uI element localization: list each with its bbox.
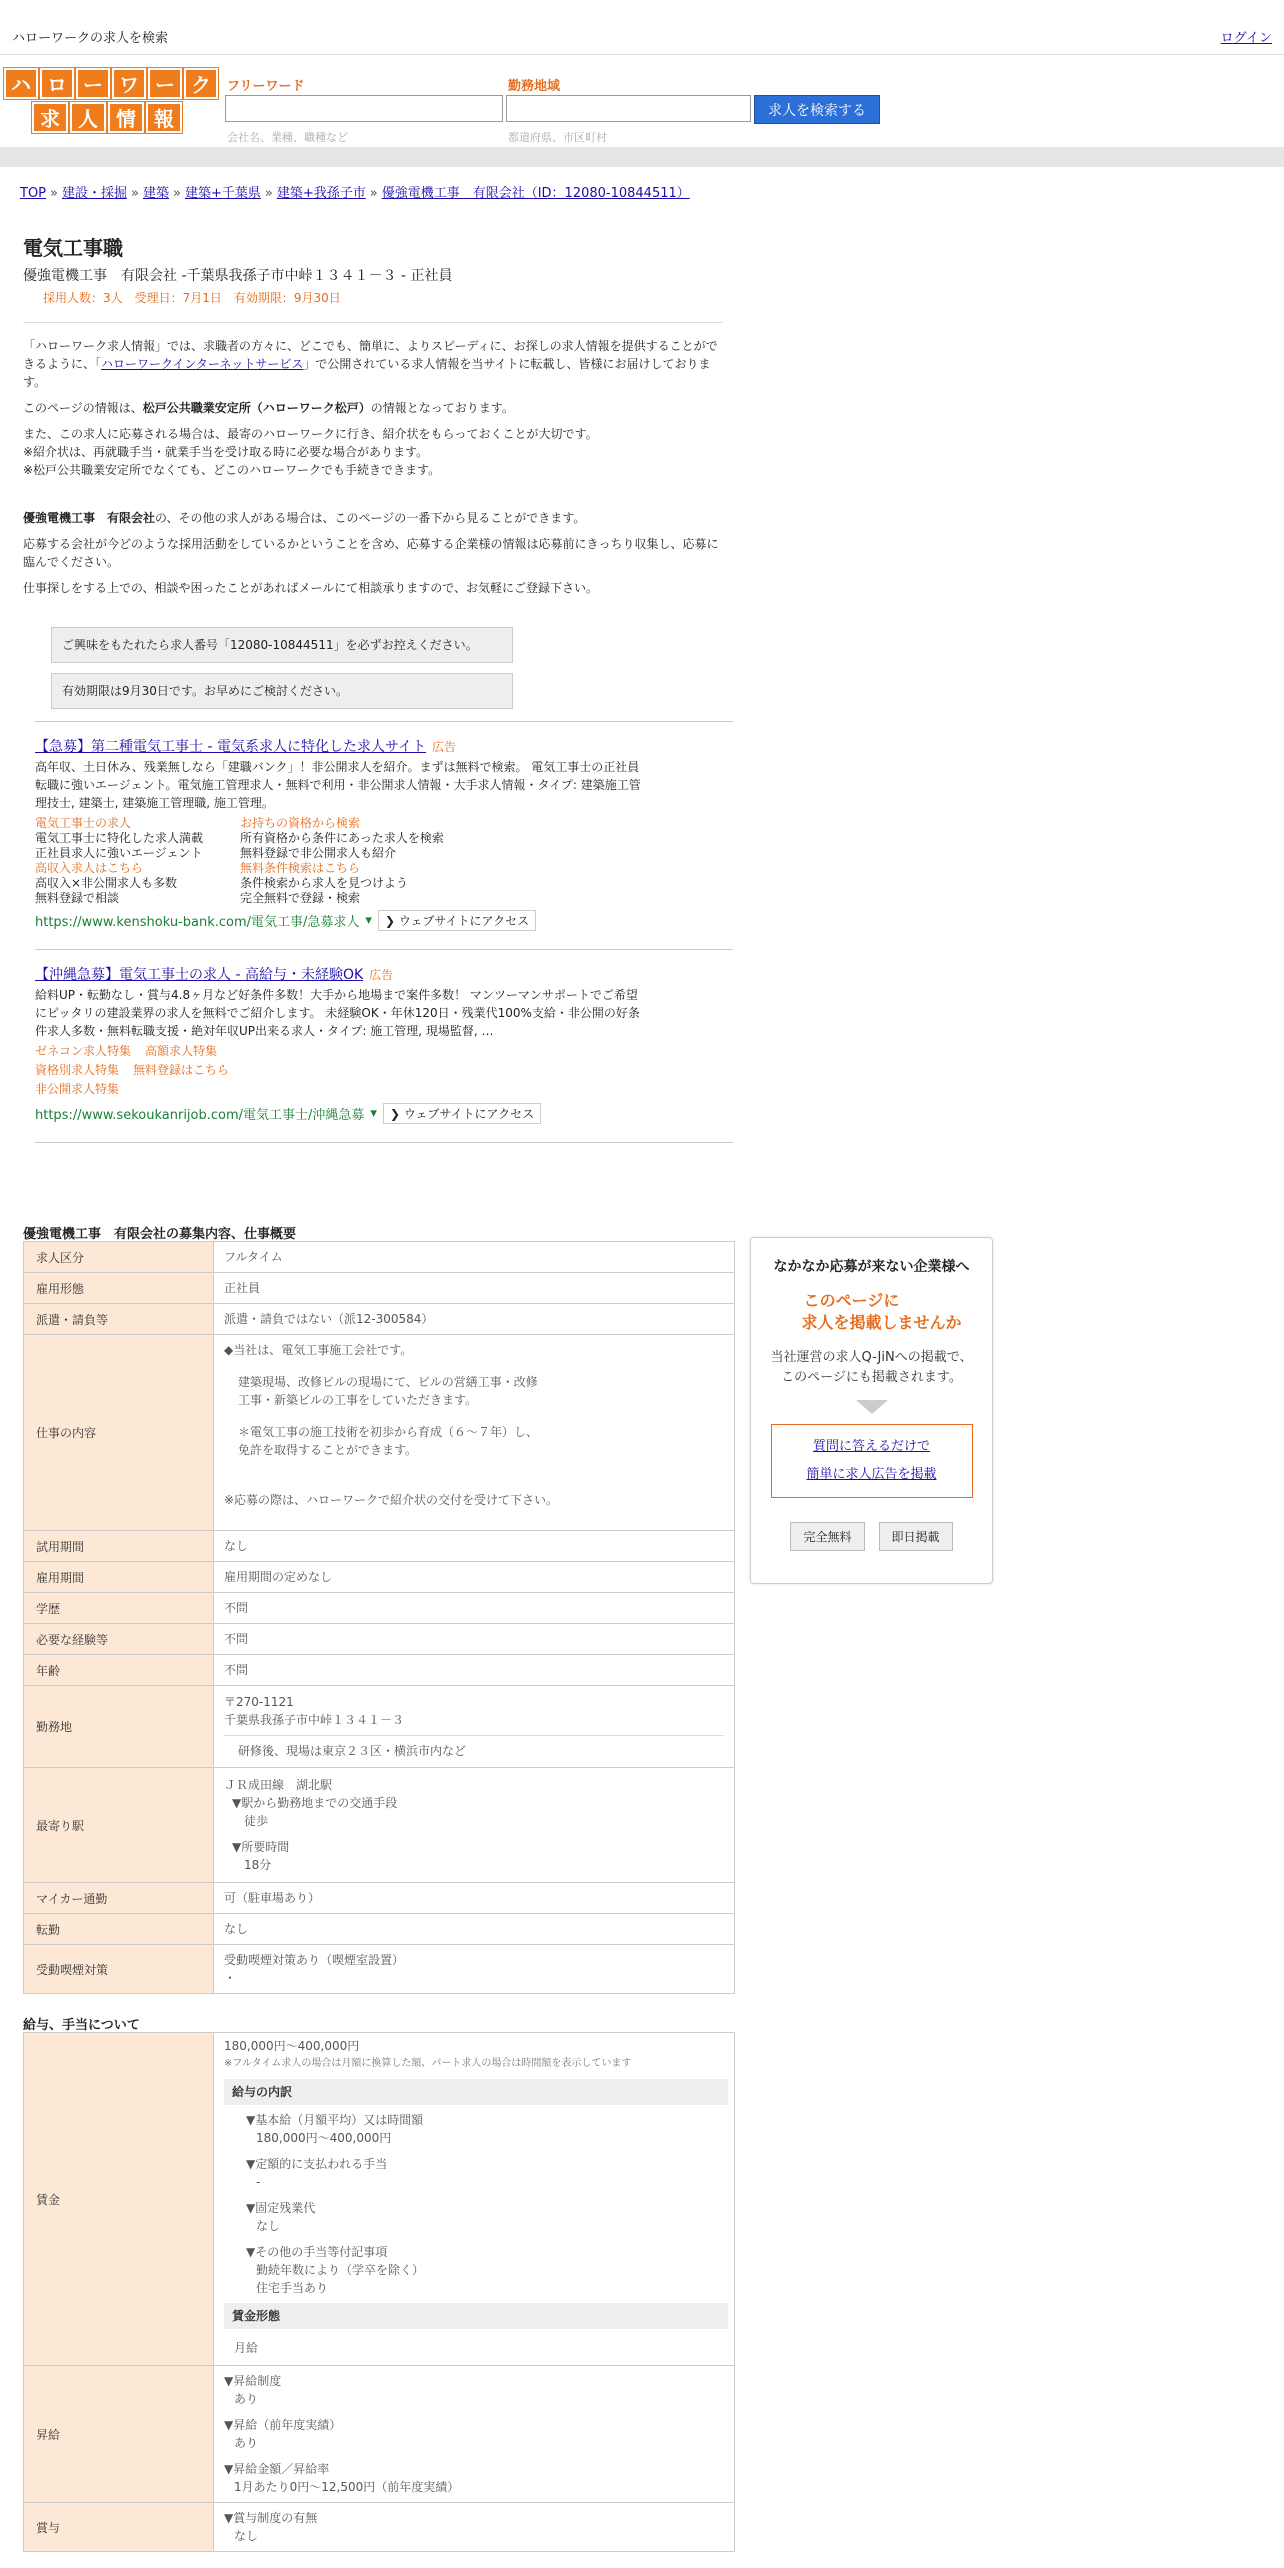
divider-band: [0, 147, 1284, 167]
breadcrumb: TOP » 建設・採掘 » 建築 » 建築+千葉県 » 建築+我孫子市 » 優強電機工事 有限会社（ID：12080-10844511）: [20, 186, 690, 201]
table-row: 勤務地 〒270-1121 千葉県我孫子市中峠１３４１－３ 研修後、現場は東京２３区・横浜市内など: [24, 1686, 735, 1768]
ad-url[interactable]: https://www.sekoukanrijob.com/電気工事士/沖縄急募: [35, 1108, 365, 1123]
area-input[interactable]: [506, 95, 751, 122]
sidebar-link-box: [771, 1424, 973, 1498]
hellowork-internet-link[interactable]: ハローワークインターネットサービス: [101, 357, 304, 371]
logo-char: ー: [76, 68, 110, 99]
job-meta: 採用人数：3人 受理日：7月1日 有効期限：9月30日: [43, 291, 341, 305]
table-row: 学歴 不問: [24, 1593, 735, 1624]
ad-body: 給料UP・転勤なし・賞与4.8ヶ月など好条件多数！大手から地場まで案件多数！ マンツーマンサポートでご希望にピッタリの建設業界の求人を無料でご紹介します。 未経験OK・年休120日・残業代100%支給・非公開の好条件求人多数・無料転職支援・絶対年収UP出来る求人・タイプ: 施工管理, 現場監督, …: [35, 988, 640, 1038]
ad-url[interactable]: https://www.kenshoku-bank.com/電気工事/急募求人: [35, 915, 360, 930]
recruit-table: [23, 1241, 735, 1994]
table-row: マイカー通勤 可（駐車場あり）: [24, 1883, 735, 1914]
site-title: ハローワークの求人を検索: [12, 31, 169, 46]
job-number-box: ご興味をもたれたら求人番号「12080-10844511」を必ずお控えください。: [51, 627, 513, 663]
ad-sitelinks: [35, 816, 645, 906]
logo-char: 人: [70, 102, 106, 133]
sidebar-link[interactable]: 簡単に求人広告を掲載: [806, 1467, 937, 1482]
ad-link[interactable]: 無料登録はこちら: [133, 1063, 230, 1077]
visit-website-button[interactable]: ❯ ウェブサイトにアクセス: [383, 1103, 541, 1124]
salary-section-title: 給与、手当について: [23, 2018, 140, 2033]
logo-char: ロ: [40, 68, 74, 99]
table-row: 転勤 なし: [24, 1914, 735, 1945]
area-hint: 都道府県、市区町村: [508, 131, 607, 144]
table-row: 受動喫煙対策 受動喫煙対策あり（喫煙室設置） ・: [24, 1945, 735, 1994]
table-row: 最寄り駅 ＪＲ成田線 湖北駅 ▼駅から勤務地までの交通手段 徒歩 ▼所要時間 18分: [24, 1768, 735, 1883]
hellowork-logo[interactable]: [4, 68, 218, 133]
keyword-hint: 会社名、業種、職種など: [227, 131, 348, 144]
divider: [35, 949, 733, 950]
job-subtitle: 優強電機工事 有限会社 -千葉県我孫子市中峠１３４１－３ - 正社員: [23, 268, 453, 284]
table-row: 派遣・請負等 派遣・請負ではない（派12-300584）: [24, 1304, 735, 1335]
consult-paragraph: 仕事探しをする上での、相談や困ったことがあればメールにて相談承りますので、お気軽にご登録下さい。: [23, 581, 599, 595]
breadcrumb-item[interactable]: 建築+千葉県: [184, 186, 261, 201]
sitelink[interactable]: 電気工事士の求人 電気工事士に特化した求人満載 正社員求人に強いエージェント: [35, 816, 204, 860]
job-title: 電気工事職: [23, 236, 123, 260]
sitelink[interactable]: 高収入求人はこちら 高収入×非公開求人も多数 無料登録で相談: [35, 861, 178, 905]
same-day-button[interactable]: 即日掲載: [879, 1522, 953, 1551]
ad-block: 【沖縄急募】電気工事士の求人 - 高給与・未経験OK 広告 給料UP・転勤なし・賞与4.8ヶ月など好条件多数！大手から地場まで案件多数！ マンツーマンサポートでご希望にピッタリの建設業界の求人を無料でご紹介します。 未経験OK・年休120日・残業代100%支給・非公開の好条件求人多数・無料転職支援・絶対年収UP出来る求人・タイプ: 施工管理, 現場監督, … ゼネコン求人特集 高額求人特集 資格別求人特集 無料登録はこちら 非公開求人特集 https://www.sekoukanrijob.com/電気工事士/沖縄急募 ▾ ❯ ウェブサイトにアクセス: [35, 964, 645, 1124]
salary-table: [23, 2032, 735, 2552]
logo-char: ハ: [4, 68, 38, 99]
divider: [35, 1142, 733, 1143]
keyword-label: フリーワード: [227, 79, 305, 94]
ad-links: [35, 1042, 645, 1099]
ad-title-link[interactable]: 【急募】第二種電気工事士 - 電気系求人に特化した求人サイト: [35, 739, 426, 755]
main-content: [23, 230, 723, 1157]
table-row: 賞与 ▼賞与制度の有無 なし: [24, 2503, 735, 2552]
logo-char: 報: [146, 102, 182, 133]
logo-char: ク: [184, 68, 218, 99]
logo-char: ワ: [112, 68, 146, 99]
ad-badge: 広告: [369, 968, 394, 982]
logo-char: 求: [32, 102, 68, 133]
sidebar-text: 当社運営の求人Q-JiNへの掲載で、 このページにも掲載されます。: [770, 1350, 973, 1385]
ad-body: 高年収、土日休み、残業無しなら「建職バンク」！非公開求人を紹介。まずは無料で検索。 電気工事士の正社員転職に強いエージェント。電気施工管理求人・無料で利用・非公開求人情報・大手求人情報・タイプ: 建築施工管理技士, 建築士, 建築施工管理職, 施工管理。: [35, 760, 641, 810]
ad-badge: 広告: [431, 740, 456, 754]
wage-form: 月給: [234, 2341, 259, 2355]
table-row: 求人区分 フルタイム: [24, 1242, 735, 1273]
intro-paragraph: 「ハローワーク求人情報」では、求職者の方々に、どこでも、簡単に、よりスピーディに、お探しの求人情報を提供することができるように、「ハローワークインターネットサービス」で公開されている求人情報を当サイトに転載し、皆様にお届けしております。: [23, 339, 718, 389]
breadcrumb-item[interactable]: 建設・採掘: [61, 186, 127, 201]
ad-link[interactable]: 非公開求人特集: [35, 1082, 120, 1096]
visit-website-button[interactable]: ❯ ウェブサイトにアクセス: [378, 910, 536, 931]
table-row: 雇用形態 正社員: [24, 1273, 735, 1304]
table-row: 必要な経験等 不問: [24, 1624, 735, 1655]
free-button[interactable]: 完全無料: [790, 1522, 864, 1551]
sidebar-headline: このページに 求人を掲載しませんか: [801, 1291, 962, 1332]
ad-block: 【急募】第二種電気工事士 - 電気系求人に特化した求人サイト 広告 高年収、土日休み、残業無しなら「建職バンク」！非公開求人を紹介。まずは無料で検索。 電気工事士の正社員転職に強いエージェント。電気施工管理求人・無料で利用・非公開求人情報・大手求人情報・タイプ: 建築施工管理技士, 建築士, 建築施工管理職, 施工管理。 電気工事士の求人 電気工事士に特化した求人満載 正社員求人に強いエージェント お持ちの資格から検索 所有資格から条件にあった求人を検索 無料登録で非公開求人も紹介 高収入求人はこちら 高収入×非公開求人も多数 無料登録で相談 無料条件検索はこちら 条件検索から求人を見つけよう 完全無料で登録・検索 https://www.kenshoku-bank.com/電気工事/急募求人 ▾ ❯ ウェブサイトにアクセス: [35, 736, 645, 931]
table-row: 昇給 ▼昇給制度 あり ▼昇給（前年度実績） あり ▼昇給金額／昇給率 1月あたり0円〜12,500円（前年度実績）: [24, 2366, 735, 2503]
ad-link[interactable]: ゼネコン求人特集: [35, 1044, 132, 1058]
ad-link[interactable]: 資格別求人特集: [35, 1063, 120, 1077]
table-row: 試用期間 なし: [24, 1531, 735, 1562]
wage-form-heading: 賃金形態: [224, 2303, 728, 2329]
login-link[interactable]: ログイン: [1220, 31, 1272, 46]
breadcrumb-item[interactable]: 建築+我孫子市: [276, 186, 366, 201]
logo-char: 情: [108, 102, 144, 133]
office-paragraph: このページの情報は、松戸公共職業安定所（ハローワーク松戸）の情報となっております。: [23, 401, 514, 415]
search-button[interactable]: 求人を検索する: [754, 95, 880, 124]
breadcrumb-item-current[interactable]: 優強電機工事 有限会社（ID：12080-10844511）: [381, 186, 690, 201]
advice-paragraph: 応募する会社が今どのような採用活動をしているかということを含め、応募する企業様の情報は応募前にきっちり収集し、応募に臨んでください。: [23, 537, 719, 569]
down-arrow-icon: [856, 1400, 888, 1414]
divider: [35, 721, 733, 722]
breadcrumb-item[interactable]: TOP: [20, 186, 47, 201]
recruit-section-title: 優強電機工事 有限会社の募集内容、仕事概要: [23, 1227, 297, 1242]
table-row: 賃金 180,000円〜400,000円 ※フルタイム求人の場合は月額に換算した額、パート求人の場合は時間額を表示しています 給与の内訳 ▼基本給（月額平均）又は時間額 180,000円〜400,000円 ▼定額的に支払われる手当 - ▼固定残業代 なし ▼その他の手当等付記事項 勤続年数により（学卒を除く） 住宅手当あり 賃金形態 月給: [24, 2033, 735, 2366]
header: [0, 55, 1284, 147]
divider: [23, 322, 723, 323]
wage-note: ※フルタイム求人の場合は月額に換算した額、パート求人の場合は時間額を表示しています: [224, 2058, 632, 2069]
wage-range: 180,000円〜400,000円: [224, 2039, 360, 2053]
other-jobs-paragraph: 優強電機工事 有限会社の、その他の求人がある場合は、このページの一番下から見ることができます。: [23, 511, 586, 525]
ad-link[interactable]: 高額求人特集: [145, 1044, 218, 1058]
keyword-input[interactable]: [225, 95, 503, 122]
referral-paragraph: また、この求人に応募される場合は、最寄のハローワークに行き、紹介状をもらっておくことが大切です。 ※紹介状は、再就職手当・就業手当を受け取る時に必要な場合があります。 ※松戸公共職業安定所でなくても、どこのハローワークでも手続きできます。: [23, 427, 598, 477]
table-row: 仕事の内容 ◆当社は、電気工事施工会社です。 建築現場、改修ビルの現場にて、ビルの営繕工事・改修 工事・新築ビルの工事をしていただきます。 ＊電気工事の施工技術を初歩から育成（６～７年）し、 免許を取得することができます。 ※応募の際は、ハローワークで紹介状の交付を受けて下さい。: [24, 1335, 735, 1531]
advertiser-sidebar: [750, 1237, 993, 1584]
deadline-box: 有効期限は9月30日です。お早めにご検討ください。: [51, 673, 513, 709]
sidebar-title: なかなか応募が来ない企業様へ: [773, 1259, 970, 1275]
table-row: 雇用期間 雇用期間の定めなし: [24, 1562, 735, 1593]
breadcrumb-item[interactable]: 建築: [142, 186, 169, 201]
area-label: 勤務地域: [508, 79, 561, 94]
ad-title-link[interactable]: 【沖縄急募】電気工事士の求人 - 高給与・未経験OK: [35, 967, 364, 983]
sidebar-link[interactable]: 質問に答えるだけで: [812, 1439, 930, 1454]
logo-char: ー: [148, 68, 182, 99]
sitelink[interactable]: お持ちの資格から検索 所有資格から条件にあった求人を検索 無料登録で非公開求人も紹介: [240, 816, 444, 860]
table-row: 年齢 不問: [24, 1655, 735, 1686]
wage-breakdown-heading: 給与の内訳: [224, 2079, 728, 2105]
sitelink[interactable]: 無料条件検索はこちら 条件検索から求人を見つけよう 完全無料で登録・検索: [240, 861, 409, 905]
top-bar: [0, 0, 1284, 55]
